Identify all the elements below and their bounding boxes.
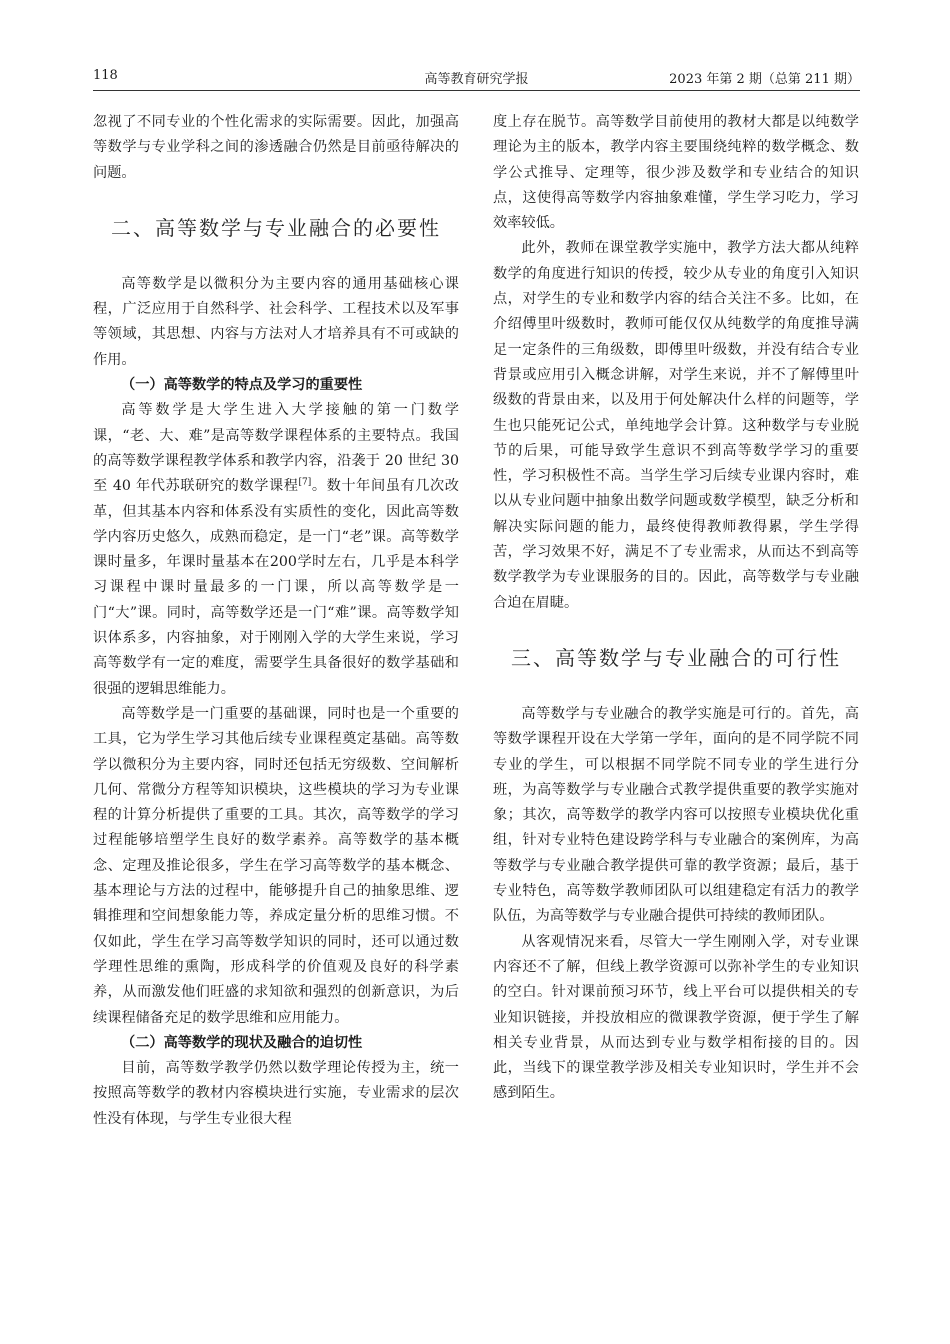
journal-name: 高等教育研究学报 <box>424 72 529 87</box>
paragraph: 高等数学与专业融合的教学实施是可行的。首先，高等数学课程开设在大学第一学年，面向的是不同学院不同专业的学生，可以根据不同学院不同专业的学生进行分班，为高等数学与专业融合式教学提供重要的教学实施对象；其次，高等数学的教学内容可以按照专业模块优化重组，针对专业特色建设跨学科与专业融合的案例库，为高等数学与专业融合教学提供可靠的教学资源；最后，基于专业特色，高等数学教师团队可以组建稳定有活力的教学队伍，为高等数学与专业融合提供可持续的教师团队。 <box>493 705 859 925</box>
page-number: 118 <box>93 68 118 83</box>
paragraph: 高等数学是以微积分为主要内容的通用基础核心课程，广泛应用于自然科学、社会科学、工程技术以及军事等领域，其思想、内容与方法对人才培养具有不可或缺的作用。 <box>93 275 459 368</box>
subsection-heading-1: （一）高等数学的特点及学习的重要性 <box>121 377 363 394</box>
section-heading-2-wrap <box>93 186 459 272</box>
header-rule <box>93 90 860 91</box>
subsection-heading-2: （二）高等数学的现状及融合的迫切性 <box>121 1034 363 1051</box>
running-header <box>93 60 860 86</box>
issue-info: 2023 年第 2 期（总第 211 期） <box>669 72 860 87</box>
paragraph: 高等数学是一门重要的基础课，同时也是一个重要的工具，它为学生学习其他后续专业课程奠定基础。高等数学以微积分为主要内容，同时还包括无穷级数、空间解析几何、常微分方程等知识模块，这些模块的学习为专业课程的计算分析提供了重要的工具。其次，高等数学的学习过程能够培塑学生良好的数学素养。高等数学的基本概念、定理及推论很多，学生在学习高等数学的基本概念、基本理论与方法的过程中，能够提升自己的抽象思维、逻辑推理和空间想象能力等，养成定量分析的思维习惯。不仅如此，学生在学习高等数学知识的同时，还可以通过数学理性思维的熏陶，形成科学的价值观及良好的科学素养，从而激发他们旺盛的求知欲和强烈的创新意识，为后续课程储备充足的数学思维和应用能力。 <box>93 705 459 1026</box>
paragraph-text: 。数十年间虽有几次改革，但其基本内容和体系没有实质性的变化，因此高等数学内容历史悠久，成熟而稳定，是一门“老”课。高等数学课时量多，年课时量基本在200学时左右，几乎是本科学习课程中课时量最多的一门课，所以高等数学是一门“大”课。同时，高等数学还是一门“难”课。高等数学知识体系多，内容抽象，对于刚刚入学的大学生来说，学习高等数学有一定的难度，需要学生具备很好的数学基础和很强的逻辑思维能力。 <box>93 478 459 697</box>
paragraph: 目前，高等数学教学仍然以数学理论传授为主，统一按照高等数学的教材内容模块进行实施，专业需求的层次性没有体现，与学生专业很大程 <box>93 1060 459 1127</box>
paragraph: 此外，教师在课堂教学实施中，教学方法大都从纯粹数学的角度进行知识的传授，较少从专业的角度引入知识点，对学生的专业和数学内容的结合关注不多。比如，在介绍傅里叶级数时，教师可能仅仅从纯数学的角度推导满足一定条件的三角级数，即傅里叶级数，并没有结合专业背景或应用引入概念讲解，对学生来说，并不了解傅里叶级数的背景由来，以及用于何处解决什么样的问题等，学生也只能死记公式，单纯地学会计算。这种数学与专业脱节的后果，可能导致学生意识不到高等数学学习的重要性，学习积极性不高。当学生学习后续专业课内容时，难以从专业问题中抽象出数学问题或数学模型，缺乏分析和解决实际问题的能力，最终使得教师教得累，学生学得苦，学习效果不好，满足不了专业需求，从而达不到高等数学教学为专业课服务的目的。因此，高等数学与专业融合迫在眉睫。 <box>493 240 859 611</box>
paragraph-text: 高等数学是大学生进入大学接触的第一门数学课，“老、大、难”是高等数学课程体系的主要特点。我国的高等数学课程教学体系和教学内容，沿袭于 20 世纪 30 至 40 年代苏联研究的数学课程 <box>93 402 459 495</box>
paragraph <box>93 398 459 702</box>
paragraph: 从客观情况来看，尽管大一学生刚刚入学，对专业课内容还不了解，但线上教学资源可以弥补学生的专业知识的空白。针对课前预习环节，线上平台可以提供相关的专业知识链接，并投放相应的微课教学资源，便于学生了解相关专业背景，从而达到专业与数学相衔接的目的。因此，当线下的课堂教学涉及相关专业知识时，学生并不会感到陌生。 <box>493 933 859 1102</box>
section-heading-3: 三、高等数学与专业融合的可行性 <box>511 646 841 671</box>
citation-ref: [7] <box>298 477 312 488</box>
paragraph-continuation: 度上存在脱节。高等数学目前使用的教材大都是以纯数学理论为主的版本，教学内容主要围绕纯粹的数学概念、数学公式推导、定理等，很少涉及数学和专业结合的知识点，这使得高等数学内容抽象难懂，学生学习吃力，学习效率较低。 <box>493 114 859 232</box>
paragraph-intro-continuation: 忽视了不同专业的个性化需求的实际需要。因此，加强高等数学与专业学科之间的渗透融合仍然是目前亟待解决的问题。 <box>93 114 459 181</box>
section-heading-2: 二、高等数学与专业融合的必要性 <box>111 216 441 241</box>
left-column <box>93 110 459 1132</box>
section-heading-3-wrap <box>493 616 859 702</box>
right-column <box>493 110 859 1107</box>
